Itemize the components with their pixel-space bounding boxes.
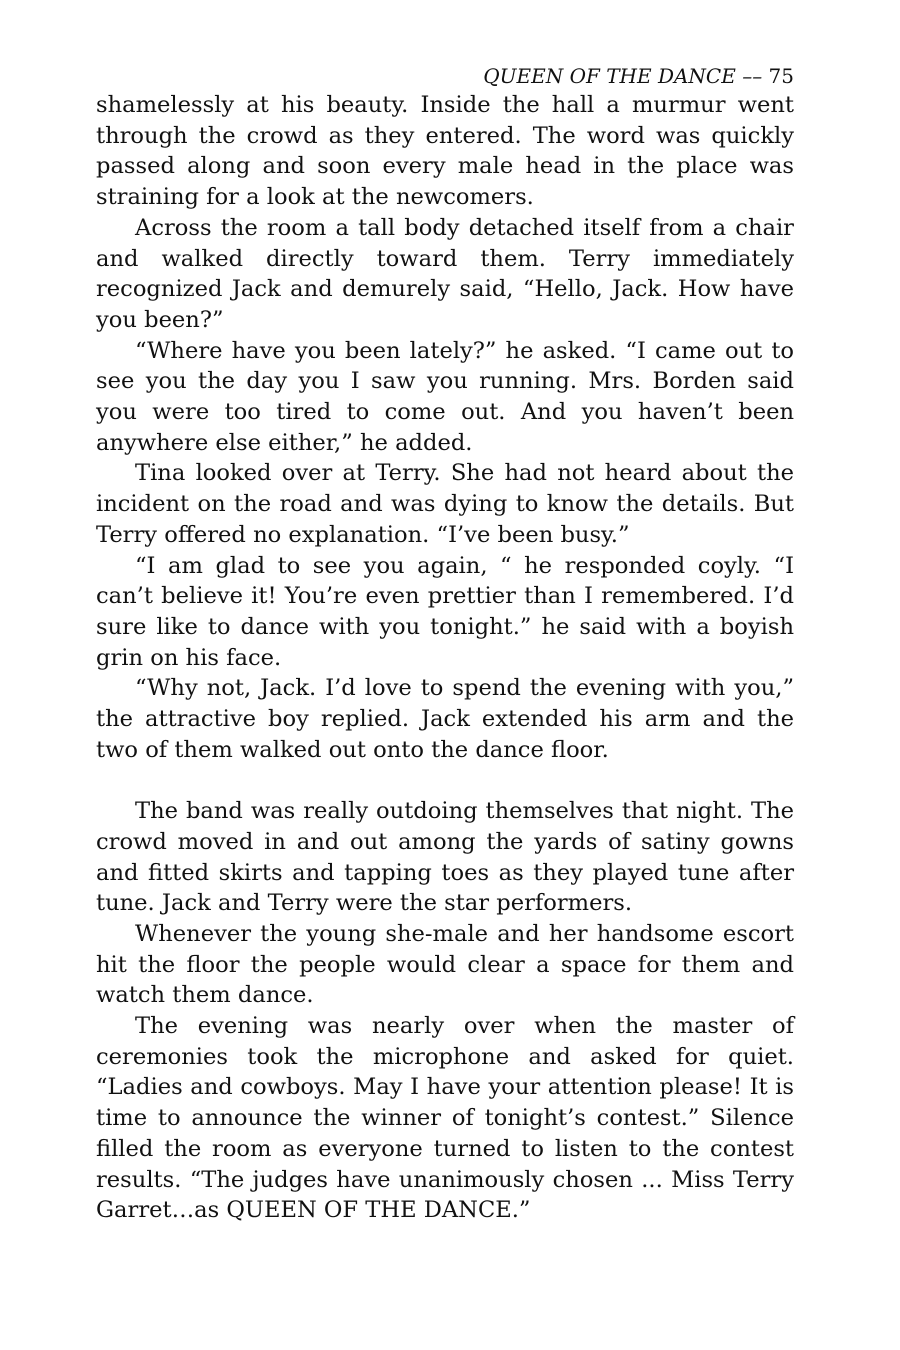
page-number: 75 — [768, 64, 794, 88]
paragraph-5: “I am glad to see you again, “ he responded coyly. “I can’t believe it! You’re even prettier than I remembered. I’d sure like to dance with you tonight.” he said with a boyish grin on his face. — [96, 552, 794, 671]
header-title: QUEEN OF THE DANCE — [483, 64, 736, 88]
paragraph-1: shamelessly at his beauty. Inside the hall a murmur went through the crowd as they entered. The word was quickly passed along and soon every male head in the place was straining for a look at the newcomers. — [96, 92, 794, 211]
header-separator: –– — [742, 64, 763, 88]
paragraph-8: Whenever the young she-male and her handsome escort hit the floor the people would clear a space for them and watch them dance. — [96, 920, 794, 1009]
paragraph-9: The evening was nearly over when the master of ceremonies took the microphone and asked for quiet. “Ladies and cowboys. May I have your attention please! It is time to announce the winner of tonight’s contest.” Silence filled the room as everyone turned to listen to the contest results. “The judges have unanimously chosen ... Miss Terry Garret…as QUEEN OF THE DANCE.” — [96, 1013, 794, 1224]
paragraph-3: “Where have you been lately?” he asked. “I came out to see you the day you I saw you running. Mrs. Borden said you were too tired to come out. And you haven’t been anywhere else either,” he added. — [96, 337, 794, 456]
running-header — [96, 62, 794, 90]
paragraph-2: Across the room a tall body detached itself from a chair and walked directly toward them. Terry immediately recognized Jack and demurely said, “Hello, Jack. How have you been?” — [96, 214, 794, 333]
paragraph-7: The band was really outdoing themselves that night. The crowd moved in and out among the yards of satiny gowns and fitted skirts and tapping toes as they played tune after tune. Jack and Terry were the star performers. — [96, 798, 794, 917]
book-page — [96, 62, 794, 1226]
paragraph-6: “Why not, Jack. I’d love to spend the evening with you,” the attractive boy replied. Jack extended his arm and the two of them walked out onto the dance floor. — [96, 675, 794, 763]
body-text — [96, 90, 794, 1226]
paragraph-4: Tina looked over at Terry. She had not heard about the incident on the road and was dying to know the details. But Terry offered no explanation. “I’ve been busy.” — [96, 460, 794, 548]
